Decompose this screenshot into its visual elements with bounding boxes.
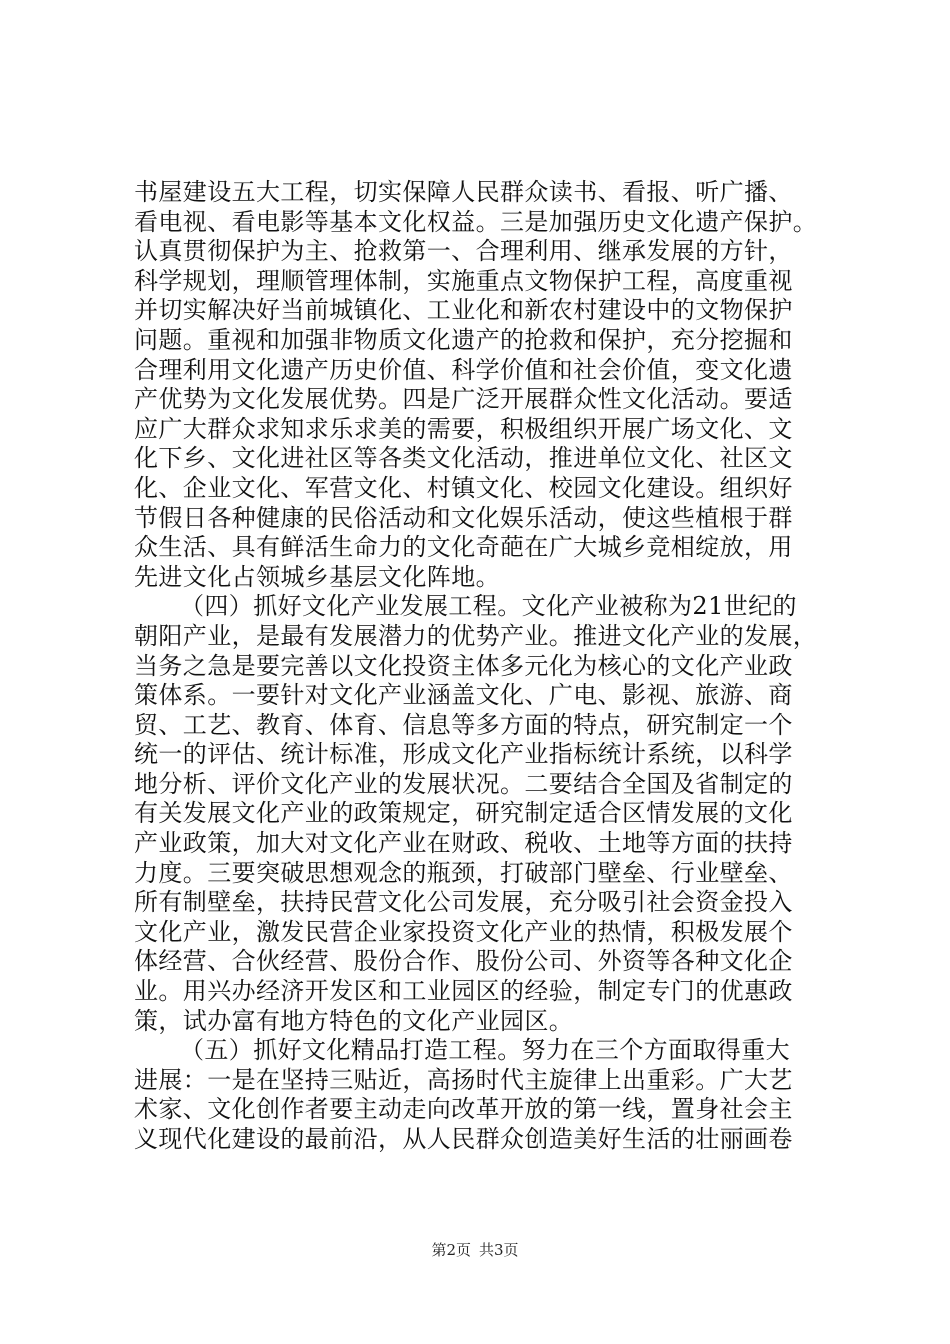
text-line: 朝阳产业，是最有发展潜力的优势产业。推进文化产业的发展， (134, 621, 818, 650)
text-line: （四）抓好文化产业发展工程。文化产业被称为21世纪的 (180, 592, 797, 621)
text-line: 策体系。一要针对文化产业涵盖文化、广电、影视、旅游、商 (134, 681, 793, 710)
page-number: 第2页 (431, 1241, 471, 1259)
text-line: 先进文化占领城乡基层文化阵地。 (134, 562, 500, 591)
text-line: 应广大群众求知求乐求美的需要，积极组织开展广场文化、文 (134, 414, 793, 443)
text-line: 众生活、具有鲜活生命力的文化奇葩在广大城乡竞相绽放，用 (134, 533, 793, 562)
text-line: 化下乡、文化进社区等各类文化活动，推进单位文化、社区文 (134, 444, 793, 473)
text-line: 合理利用文化遗产历史价值、科学价值和社会价值，变文化遗 (134, 355, 793, 384)
text-line: 力度。三要突破思想观念的瓶颈，打破部门壁垒、行业壁垒、 (134, 858, 793, 887)
text-line: 有关发展文化产业的政策规定，研究制定适合区情发展的文化 (134, 799, 793, 828)
text-line: 地分析、评价文化产业的发展状况。二要结合全国及省制定的 (134, 769, 793, 798)
text-line: 产业政策，加大对文化产业在财政、税收、土地等方面的扶持 (134, 829, 793, 858)
text-line: 体经营、合伙经营、股份合作、股份公司、外资等各种文化企 (134, 947, 793, 976)
text-line: 当务之急是要完善以文化投资主体多元化为核心的文化产业政 (134, 651, 793, 680)
text-line: 贸、工艺、教育、体育、信息等多方面的特点，研究制定一个 (134, 710, 793, 739)
text-line: 统一的评估、统计标准，形成文化产业指标统计系统，以科学 (134, 740, 793, 769)
document-body (134, 178, 834, 1155)
text-line: 节假日各种健康的民俗活动和文化娱乐活动，使这些植根于群 (134, 503, 793, 532)
text-line: 义现代化建设的最前沿，从人民群众创造美好生活的壮丽画卷 (134, 1125, 793, 1153)
text-line: 看电视、看电影等基本文化权益。三是加强历史文化遗产保护。 (134, 207, 818, 236)
text-line: 产优势为文化发展优势。四是广泛开展群众性文化活动。要适 (134, 385, 793, 414)
text-line: 文化产业，激发民营企业家投资文化产业的热情，积极发展个 (134, 917, 793, 946)
text-line: （五）抓好文化精品打造工程。努力在三个方面取得重大 (180, 1036, 790, 1065)
text-line: 并切实解决好当前城镇化、工业化和新农村建设中的文物保护 (134, 296, 793, 325)
text-line: 术家、文化创作者要主动走向改革开放的第一线，置身社会主 (134, 1095, 793, 1124)
text-line: 进展：一是在坚持三贴近，高扬时代主旋律上出重彩。广大艺 (134, 1065, 793, 1094)
text-line: 问题。重视和加强非物质文化遗产的抢救和保护，充分挖掘和 (134, 325, 793, 354)
text-line: 认真贯彻保护为主、抢救第一、合理利用、继承发展的方针， (134, 237, 793, 266)
text-line: 书屋建设五大工程，切实保障人民群众读书、看报、听广播、 (134, 178, 793, 206)
text-line: 策，试办富有地方特色的文化产业园区。 (134, 1006, 574, 1035)
text-line: 化、企业文化、军营文化、村镇文化、校园文化建设。组织好 (134, 473, 793, 502)
page-footer (0, 1239, 950, 1260)
text-line: 业。用兴办经济开发区和工业园区的经验，制定专门的优惠政 (134, 977, 793, 1006)
text-line: 所有制壁垒，扶持民营文化公司发展，充分吸引社会资金投入 (134, 888, 793, 917)
page-total: 共3页 (479, 1241, 519, 1259)
text-line: 科学规划，理顺管理体制，实施重点文物保护工程，高度重视 (134, 266, 793, 295)
